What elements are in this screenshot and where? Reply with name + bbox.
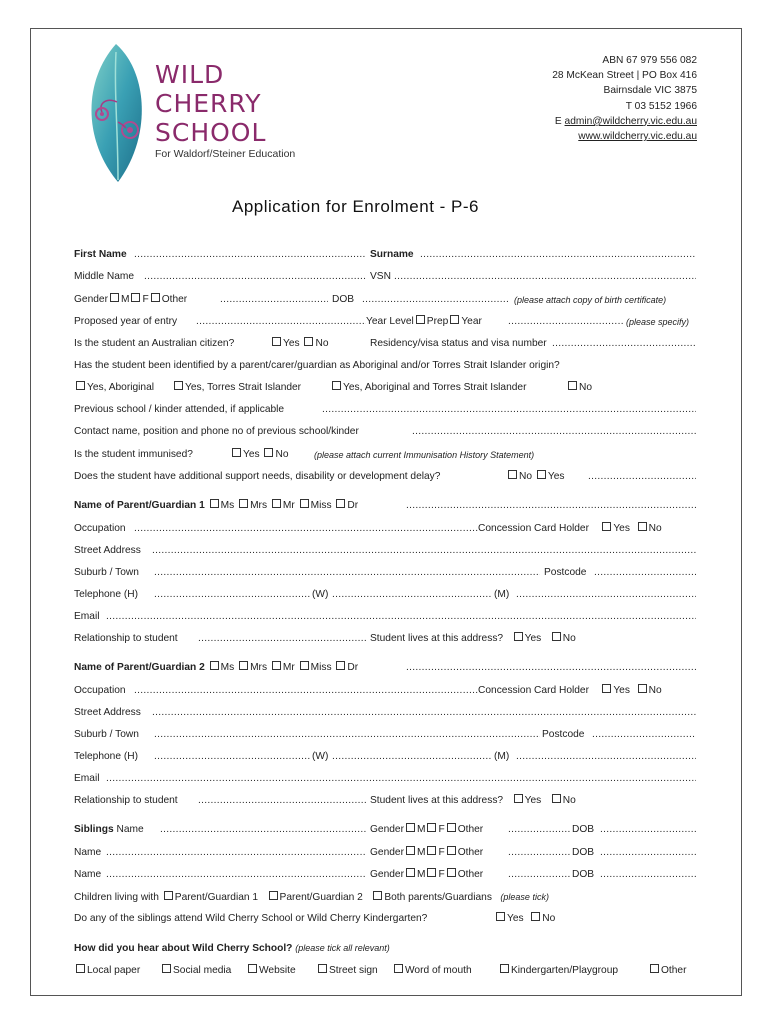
middle-name-field[interactable]	[144, 269, 366, 285]
living-p1-checkbox[interactable]	[164, 891, 173, 900]
p2-concession-no-checkbox[interactable]	[638, 684, 647, 693]
previous-school-field[interactable]	[322, 402, 696, 418]
sibling1-f-checkbox[interactable]	[427, 823, 436, 832]
immunised-no-checkbox[interactable]	[264, 448, 273, 457]
p1-tel-work-field[interactable]	[332, 587, 492, 603]
p1-tel-mobile-field[interactable]	[516, 587, 696, 603]
row-parent1-street: Street Address .....	[74, 543, 696, 559]
atsi-no-checkbox[interactable]	[568, 381, 577, 390]
p2-miss-checkbox[interactable]	[300, 661, 309, 670]
p1-concession-no-checkbox[interactable]	[638, 522, 647, 531]
p1-lives-no-checkbox[interactable]	[552, 632, 561, 641]
sibling3-dob-field[interactable]	[600, 867, 696, 883]
suburb: Bairnsdale VIC 3875	[603, 85, 697, 97]
row-parent2-email: Email .....	[74, 771, 696, 787]
row-parent2-name: Name of Parent/Guardian 2 Ms Mrs Mr Miss Dr .....	[74, 660, 696, 676]
p2-name-field[interactable]	[406, 660, 696, 676]
row-previous-school: Previous school / kinder attended, if applicable .....	[74, 402, 696, 418]
dob-field[interactable]	[362, 292, 510, 308]
hear-website-checkbox[interactable]	[248, 964, 257, 973]
sibling2-m-checkbox[interactable]	[406, 846, 415, 855]
school-contact-block	[552, 53, 697, 144]
sibling3-name-field[interactable]	[106, 867, 366, 883]
row-atsi-options: Yes, Aboriginal Yes, Torres Strait Islander Yes, Aboriginal and Torres Strait Islander No	[74, 380, 696, 396]
prep-checkbox[interactable]	[416, 315, 425, 324]
row-children-living: Children living with Parent/Guardian 1 Parent/Guardian 2 Both parents/Guardians (please tick)	[74, 892, 549, 903]
row-hear-options: Local paper Social media Website Street sign Word of mouth Kindergarten/Playgroup Other	[74, 963, 696, 979]
p2-mr-checkbox[interactable]	[272, 661, 281, 670]
year-entry-field[interactable]	[196, 314, 366, 330]
row-support-needs: Does the student have additional support needs, disability or development delay? No Yes .....	[74, 469, 696, 485]
sibling2-f-checkbox[interactable]	[427, 846, 436, 855]
hear-local-paper-checkbox[interactable]	[76, 964, 85, 973]
hear-word-of-mouth-checkbox[interactable]	[394, 964, 403, 973]
support-yes-checkbox[interactable]	[537, 470, 546, 479]
gender-other-field[interactable]	[220, 292, 328, 308]
hear-other-checkbox[interactable]	[650, 964, 659, 973]
p1-street-field[interactable]	[152, 543, 696, 559]
row-siblings-attend: Do any of the siblings attend Wild Cherry School or Wild Cherry Kindergarten? Yes No	[74, 913, 556, 924]
atsi-aboriginal-checkbox[interactable]	[76, 381, 85, 390]
row-parent1-relationship: Relationship to student ..... Student lives at this address? Yes No	[74, 631, 696, 647]
p1-email-field[interactable]	[106, 609, 696, 625]
row-previous-contact: Contact name, position and phone no of previous school/kinder .....	[74, 424, 696, 440]
first-name-field[interactable]	[134, 247, 366, 263]
sibling2-other-field[interactable]	[508, 845, 570, 861]
immunised-yes-checkbox[interactable]	[232, 448, 241, 457]
citizen-no-checkbox[interactable]	[304, 337, 313, 346]
p2-relationship-field[interactable]	[198, 793, 366, 809]
website-link[interactable]: www.wildcherry.vic.edu.au	[578, 131, 697, 143]
p1-mr-checkbox[interactable]	[272, 499, 281, 508]
row-sibling-2: Name ..... Gender M F Other ..... DOB .....	[74, 845, 696, 861]
p2-lives-no-checkbox[interactable]	[552, 794, 561, 803]
atsi-tsi-checkbox[interactable]	[174, 381, 183, 390]
p1-lives-yes-checkbox[interactable]	[514, 632, 523, 641]
row-parent2-occupation: Occupation ..... Concession Card Holder Yes No	[74, 683, 696, 699]
sibling2-name-field[interactable]	[106, 845, 366, 861]
sibling1-dob-field[interactable]	[600, 822, 696, 838]
p1-ms-checkbox[interactable]	[210, 499, 219, 508]
p2-concession-yes-checkbox[interactable]	[602, 684, 611, 693]
sibling3-f-checkbox[interactable]	[427, 868, 436, 877]
p2-occupation-field[interactable]	[134, 683, 478, 699]
p1-occupation-field[interactable]	[134, 521, 478, 537]
sibling2-dob-field[interactable]	[600, 845, 696, 861]
p2-email-field[interactable]	[106, 771, 696, 787]
phone: T 03 5152 1966	[625, 100, 697, 112]
p2-tel-work-field[interactable]	[332, 749, 492, 765]
attend-no-checkbox[interactable]	[531, 912, 540, 921]
p2-street-field[interactable]	[152, 705, 696, 721]
p2-tel-mobile-field[interactable]	[516, 749, 696, 765]
citizen-yes-checkbox[interactable]	[272, 337, 281, 346]
form-title: Application for Enrolment - P-6	[232, 197, 479, 216]
living-p2-checkbox[interactable]	[269, 891, 278, 900]
support-no-checkbox[interactable]	[508, 470, 517, 479]
surname-field[interactable]	[420, 247, 696, 263]
row-parent2-suburb: Suburb / Town ..... Postcode .....	[74, 727, 696, 743]
gender-m-checkbox[interactable]	[110, 293, 119, 302]
row-parent1-suburb: Suburb / Town ..... Postcode .....	[74, 565, 696, 581]
p2-tel-home-field[interactable]	[154, 749, 310, 765]
atsi-both-checkbox[interactable]	[332, 381, 341, 390]
attend-yes-checkbox[interactable]	[496, 912, 505, 921]
cherry-leaf-logo-icon	[78, 42, 154, 184]
row-immunised: Is the student immunised? Yes No (please attach current Immunisation History Statement)	[74, 449, 535, 460]
hear-street-sign-checkbox[interactable]	[318, 964, 327, 973]
p1-name-field[interactable]	[406, 498, 696, 514]
logo-word-3: SCHOOL	[155, 118, 267, 147]
row-parent2-phone: Telephone (H) ..... (W) ..... (M) .....	[74, 749, 696, 765]
p1-suburb-field[interactable]	[154, 565, 540, 581]
p1-tel-home-field[interactable]	[154, 587, 310, 603]
row-first-surname: First Name ..... Surname .....	[74, 247, 696, 263]
p1-miss-checkbox[interactable]	[300, 499, 309, 508]
sibling3-m-checkbox[interactable]	[406, 868, 415, 877]
sibling3-other-checkbox[interactable]	[447, 868, 456, 877]
living-both-checkbox[interactable]	[373, 891, 382, 900]
p2-mrs-checkbox[interactable]	[239, 661, 248, 670]
hear-social-media-checkbox[interactable]	[162, 964, 171, 973]
p2-ms-checkbox[interactable]	[210, 661, 219, 670]
sibling1-name-field[interactable]	[160, 822, 366, 838]
year-checkbox[interactable]	[450, 315, 459, 324]
sibling1-other-field[interactable]	[508, 822, 570, 838]
row-citizen: Is the student an Australian citizen? Yes No Residency/visa status and visa number .....	[74, 336, 696, 352]
row-atsi-question: Has the student been identified by a parent/carer/guardian as Aboriginal and/or Torres Strait Islander origin?	[74, 360, 560, 371]
p1-postcode-field[interactable]	[594, 565, 696, 581]
p1-relationship-field[interactable]	[198, 631, 366, 647]
row-sibling-3: Name ..... Gender M F Other ..... DOB .....	[74, 867, 696, 883]
row-parent1-name: Name of Parent/Guardian 1 Ms Mrs Mr Miss Dr .....	[74, 498, 696, 514]
logo-word-2: CHERRY	[155, 89, 262, 118]
sibling1-m-checkbox[interactable]	[406, 823, 415, 832]
email-prefix: E	[554, 115, 565, 127]
sibling2-other-checkbox[interactable]	[447, 846, 456, 855]
p2-postcode-field[interactable]	[592, 727, 696, 743]
p1-mrs-checkbox[interactable]	[239, 499, 248, 508]
gender-f-checkbox[interactable]	[131, 293, 140, 302]
row-parent2-relationship: Relationship to student ..... Student lives at this address? Yes No	[74, 793, 696, 809]
logo-tagline: For Waldorf/Steiner Education	[155, 148, 296, 160]
p1-concession-yes-checkbox[interactable]	[602, 522, 611, 531]
sibling3-other-field[interactable]	[508, 867, 570, 883]
row-parent1-email: Email .....	[74, 609, 696, 625]
p1-dr-checkbox[interactable]	[336, 499, 345, 508]
year-level-field[interactable]	[508, 314, 624, 330]
p2-suburb-field[interactable]	[154, 727, 540, 743]
hear-kindergarten-checkbox[interactable]	[500, 964, 509, 973]
street-address: 28 McKean Street | PO Box 416	[552, 70, 697, 82]
p2-dr-checkbox[interactable]	[336, 661, 345, 670]
visa-field[interactable]	[552, 336, 696, 352]
vsn-field[interactable]	[394, 269, 696, 285]
row-hear-heading: How did you hear about Wild Cherry School? (please tick all relevant)	[74, 943, 390, 954]
row-middle-vsn: Middle Name ..... VSN .....	[74, 269, 696, 285]
row-parent1-phone: Telephone (H) ..... (W) ..... (M) .....	[74, 587, 696, 603]
row-gender-dob: Gender M F Other ..... DOB ..... (please attach copy of birth certificate)	[74, 292, 696, 308]
row-year-entry: Proposed year of entry ..... Year Level Prep Year ..... (please specify)	[74, 314, 696, 330]
logo-word-1: WILD	[155, 60, 225, 89]
row-parent2-street: Street Address .....	[74, 705, 696, 721]
gender-other-checkbox[interactable]	[151, 293, 160, 302]
previous-contact-field[interactable]	[412, 424, 696, 440]
abn: ABN 67 979 556 082	[602, 55, 697, 66]
row-sibling-1: Siblings Name ..... Gender M F Other ..... DOB .....	[74, 822, 696, 838]
email-link[interactable]: admin@wildcherry.vic.edu.au	[564, 115, 697, 127]
p2-lives-yes-checkbox[interactable]	[514, 794, 523, 803]
support-details-field[interactable]	[588, 469, 696, 485]
sibling1-other-checkbox[interactable]	[447, 823, 456, 832]
row-parent1-occupation: Occupation ..... Concession Card Holder Yes No	[74, 521, 696, 537]
